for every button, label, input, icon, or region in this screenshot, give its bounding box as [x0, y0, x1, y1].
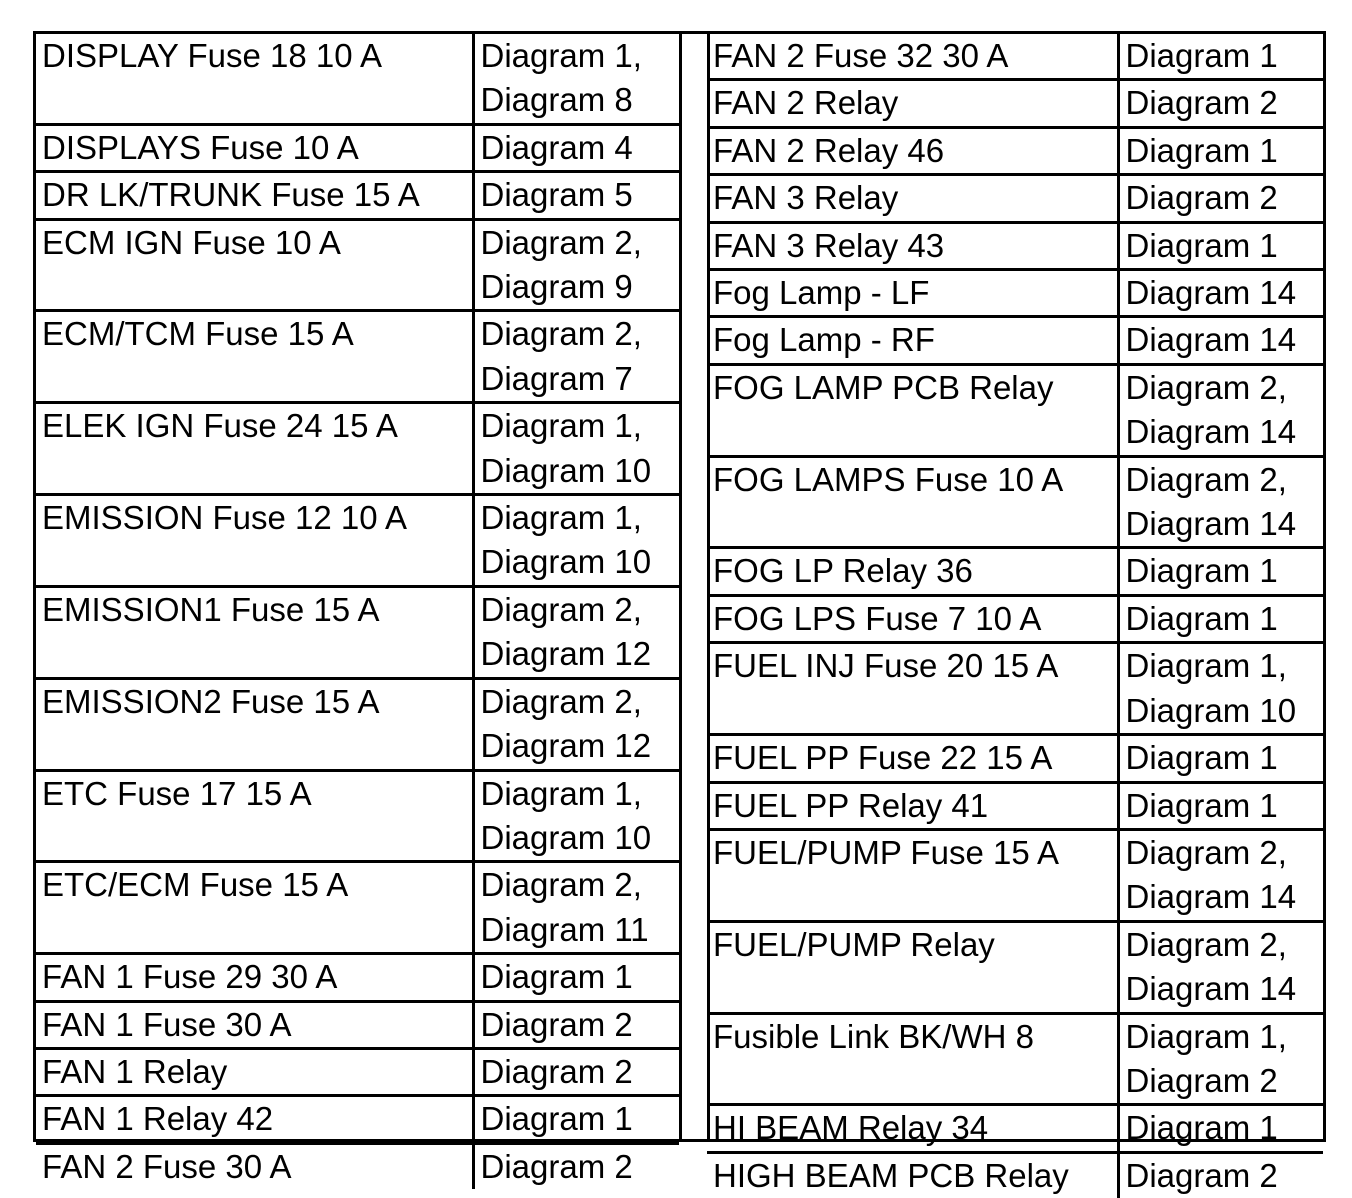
diagram-reference-cell: Diagram 2, Diagram 14 — [1118, 364, 1323, 456]
table-row — [707, 270, 1323, 317]
diagram-reference-cell: Diagram 2 — [473, 1143, 679, 1189]
component-name-cell: ECM IGN Fuse 10 A — [36, 219, 473, 311]
diagram-reference-cell: Diagram 1, Diagram 10 — [473, 495, 679, 587]
table-row — [36, 954, 679, 1001]
table-row — [36, 586, 679, 678]
table-row — [707, 222, 1323, 269]
component-name-cell: FAN 2 Fuse 30 A — [36, 1143, 473, 1189]
component-name-cell: FAN 1 Fuse 30 A — [36, 1001, 473, 1048]
component-name-cell: Fog Lamp - LF — [707, 270, 1118, 317]
table-row — [707, 595, 1323, 642]
table-row — [707, 34, 1323, 80]
table-row — [707, 317, 1323, 364]
table-row — [707, 548, 1323, 595]
table-row — [36, 1096, 679, 1143]
table-row — [36, 1143, 679, 1189]
diagram-reference-cell: Diagram 14 — [1118, 317, 1323, 364]
diagram-reference-cell: Diagram 1 — [1125, 37, 1278, 74]
table-row — [36, 770, 679, 862]
component-name-cell: DISPLAYS Fuse 10 A — [36, 124, 473, 171]
table-row — [707, 1105, 1323, 1152]
table-row — [707, 1152, 1323, 1198]
table-row — [707, 782, 1323, 829]
component-name-cell: DR LK/TRUNK Fuse 15 A — [36, 172, 473, 219]
diagram-reference-cell: Diagram 2, Diagram 12 — [473, 678, 679, 770]
diagram-reference-cell: Diagram 2 — [1118, 175, 1323, 222]
left-index-body — [36, 34, 679, 1189]
table-row — [707, 829, 1323, 921]
component-name-cell: Fusible Link BK/WH 8 — [707, 1013, 1118, 1105]
table-row — [36, 34, 679, 124]
component-name-cell: DISPLAY Fuse 18 10 A — [36, 34, 473, 124]
table-row — [707, 175, 1323, 222]
diagram-reference-cell: Diagram 2 — [473, 1048, 679, 1095]
component-name-cell: FAN 1 Relay 42 — [36, 1096, 473, 1143]
diagram-reference-cell: Diagram 2 — [1118, 80, 1323, 127]
diagram-reference-cell: Diagram 1, Diagram 2 — [1118, 1013, 1323, 1105]
table-row — [36, 495, 679, 587]
table-row — [36, 862, 679, 954]
component-name-cell: EMISSION2 Fuse 15 A — [36, 678, 473, 770]
table-row — [36, 1001, 679, 1048]
component-name-cell: FAN 2 Relay 46 — [707, 127, 1118, 174]
column-separator — [679, 34, 710, 1139]
component-index-table — [33, 31, 1326, 1194]
table-row — [707, 735, 1323, 782]
component-name-cell: FUEL PP Relay 41 — [707, 782, 1118, 829]
diagram-reference-cell: Diagram 1 — [1118, 595, 1323, 642]
diagram-reference-cell: Diagram 2, Diagram 14 — [1118, 921, 1323, 1013]
component-name-cell: FAN 1 Fuse 29 30 A — [36, 954, 473, 1001]
component-name-cell: ETC Fuse 17 15 A — [36, 770, 473, 862]
table-row — [36, 172, 679, 219]
table-row — [707, 456, 1323, 548]
right-index-column — [707, 34, 1323, 1198]
diagram-reference-cell: Diagram 1, Diagram 8 — [480, 37, 642, 119]
component-name-cell: FAN 3 Relay — [707, 175, 1118, 222]
component-name-cell: HIGH BEAM PCB Relay — [707, 1152, 1118, 1198]
table-row — [707, 364, 1323, 456]
diagram-reference-cell: Diagram 1 — [1118, 222, 1323, 269]
diagram-reference-cell: Diagram 2, Diagram 14 — [1118, 829, 1323, 921]
diagram-reference-cell: Diagram 2, Diagram 12 — [473, 586, 679, 678]
component-name-cell: FOG LAMP PCB Relay — [707, 364, 1118, 456]
diagram-reference-cell: Diagram 1 — [1118, 548, 1323, 595]
table-row — [36, 403, 679, 495]
component-name-cell: ELEK IGN Fuse 24 15 A — [36, 403, 473, 495]
right-index-body — [707, 34, 1323, 1198]
component-name-cell: FUEL INJ Fuse 20 15 A — [707, 643, 1118, 735]
diagram-reference-cell: Diagram 4 — [473, 124, 679, 171]
table-row — [36, 219, 679, 311]
table-row — [707, 80, 1323, 127]
diagram-reference-cell: Diagram 14 — [1118, 270, 1323, 317]
component-name-cell: FAN 3 Relay 43 — [707, 222, 1118, 269]
component-name-cell: FUEL/PUMP Relay — [707, 921, 1118, 1013]
table-row — [707, 1013, 1323, 1105]
table-row — [707, 643, 1323, 735]
diagram-reference-cell: Diagram 1, Diagram 10 — [473, 403, 679, 495]
component-name-cell: EMISSION Fuse 12 10 A — [36, 495, 473, 587]
diagram-reference-cell: Diagram 1 — [1118, 782, 1323, 829]
component-name-cell: FOG LP Relay 36 — [707, 548, 1118, 595]
table-row — [36, 311, 679, 403]
component-name-cell: FUEL PP Fuse 22 15 A — [707, 735, 1118, 782]
component-name-cell: HI BEAM Relay 34 — [707, 1105, 1118, 1152]
diagram-reference-cell: Diagram 2, Diagram 9 — [473, 219, 679, 311]
table-row — [36, 678, 679, 770]
table-row — [707, 921, 1323, 1013]
diagram-reference-cell: Diagram 1 — [1118, 127, 1323, 174]
diagram-reference-cell: Diagram 1 — [473, 954, 679, 1001]
table-row — [36, 124, 679, 171]
diagram-reference-cell: Diagram 1, Diagram 10 — [1118, 643, 1323, 735]
component-name-cell: EMISSION1 Fuse 15 A — [36, 586, 473, 678]
table-row — [707, 127, 1323, 174]
component-name-cell: FAN 2 Fuse 32 30 A — [707, 34, 1118, 80]
table-row — [36, 1048, 679, 1095]
component-name-cell: FOG LPS Fuse 7 10 A — [707, 595, 1118, 642]
diagram-reference-cell: Diagram 2, Diagram 7 — [473, 311, 679, 403]
diagram-reference-cell: Diagram 2 — [1118, 1152, 1323, 1198]
component-name-cell: ETC/ECM Fuse 15 A — [36, 862, 473, 954]
diagram-reference-cell: Diagram 1 — [1118, 735, 1323, 782]
component-name-cell: FAN 2 Relay — [707, 80, 1118, 127]
component-name-cell: FOG LAMPS Fuse 10 A — [707, 456, 1118, 548]
component-name-cell: FAN 1 Relay — [36, 1048, 473, 1095]
diagram-reference-cell: Diagram 2, Diagram 11 — [473, 862, 679, 954]
diagram-reference-cell: Diagram 1, Diagram 10 — [473, 770, 679, 862]
component-name-cell: ECM/TCM Fuse 15 A — [36, 311, 473, 403]
diagram-reference-cell: Diagram 2 — [473, 1001, 679, 1048]
diagram-reference-cell: Diagram 1 — [473, 1096, 679, 1143]
diagram-reference-cell: Diagram 2, Diagram 14 — [1118, 456, 1323, 548]
left-index-column — [36, 34, 679, 1189]
diagram-reference-cell: Diagram 1 — [1118, 1105, 1323, 1152]
component-name-cell: Fog Lamp - RF — [707, 317, 1118, 364]
component-name-cell: FUEL/PUMP Fuse 15 A — [707, 829, 1118, 921]
diagram-reference-cell: Diagram 5 — [473, 172, 679, 219]
